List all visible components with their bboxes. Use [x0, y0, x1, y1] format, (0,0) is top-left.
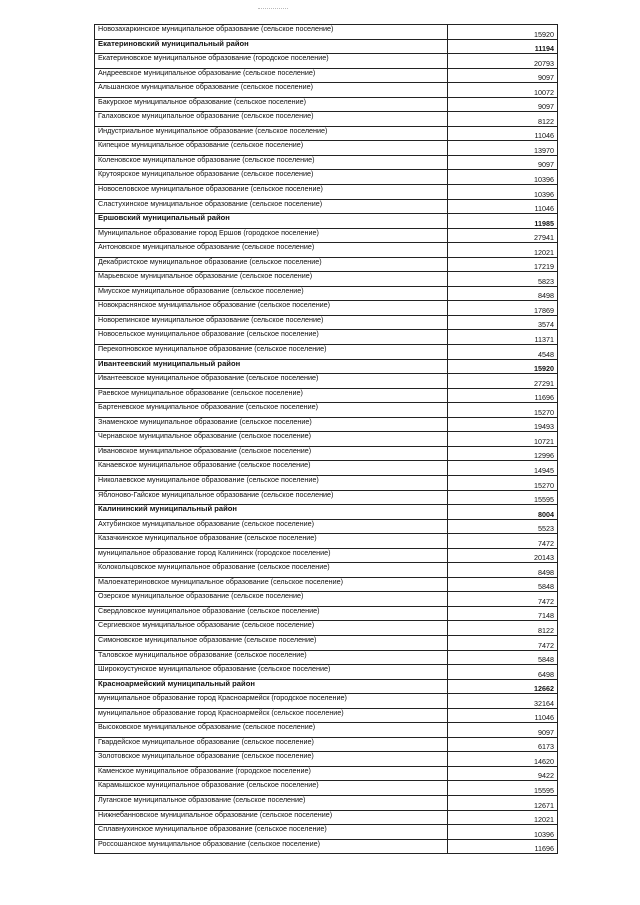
district-row: [95, 39, 558, 54]
municipality-name: Раевское муниципальное образование (сельское поселение): [95, 388, 448, 403]
municipality-name: муниципальное образование город Красноармейск (городское поселение): [95, 694, 448, 709]
table-row: [95, 461, 558, 476]
municipality-name: Озерское муниципальное образование (сельское поселение): [95, 592, 448, 607]
amount-cell: 7472: [448, 592, 558, 607]
district-row: [95, 214, 558, 229]
amount-cell: 4548: [448, 345, 558, 360]
amount-cell: 11046: [448, 199, 558, 214]
municipality-name: Антоновское муниципальное образование (сельское поселение): [95, 243, 448, 258]
amount-cell: 15920: [448, 359, 558, 374]
amount-cell: 32164: [448, 694, 558, 709]
amount-cell: 20793: [448, 54, 558, 69]
municipality-name: Канаевское муниципальное образование (сельское поселение): [95, 461, 448, 476]
municipality-name: Ивантеевское муниципальное образование (сельское поселение): [95, 374, 448, 389]
district-name: Калининский муниципальный район: [95, 505, 448, 520]
table-row: [95, 286, 558, 301]
municipality-name: Чернавское муниципальное образование (сельское поселение): [95, 432, 448, 447]
table-row: [95, 810, 558, 825]
amount-cell: 14945: [448, 461, 558, 476]
municipality-name: Новозахаркинское муниципальное образование (сельское поселение): [95, 25, 448, 40]
amount-cell: 9097: [448, 68, 558, 83]
table-row: [95, 25, 558, 40]
municipality-name: Миусское муниципальное образование (сельское поселение): [95, 286, 448, 301]
table-row: [95, 737, 558, 752]
table-row: [95, 432, 558, 447]
municipality-name: Колокольцовское муниципальное образование (сельское поселение): [95, 563, 448, 578]
amount-cell: 15270: [448, 403, 558, 418]
municipality-name: Бартеневское муниципальное образование (сельское поселение): [95, 403, 448, 418]
table-row: [95, 417, 558, 432]
municipality-name: Карамышское муниципальное образование (сельское поселение): [95, 781, 448, 796]
amount-cell: 12021: [448, 243, 558, 258]
amount-cell: 9422: [448, 766, 558, 781]
municipality-name: Малоекатериновское муниципальное образование (сельское поселение): [95, 577, 448, 592]
table-row: [95, 315, 558, 330]
amount-cell: 6498: [448, 665, 558, 680]
municipality-name: Свердловское муниципальное образование (сельское поселение): [95, 606, 448, 621]
table-row: [95, 694, 558, 709]
amount-cell: 27941: [448, 228, 558, 243]
amount-cell: 5523: [448, 519, 558, 534]
table-row: [95, 795, 558, 810]
table-row: [95, 374, 558, 389]
municipality-name: Ахтубинское муниципальное образование (сельское поселение): [95, 519, 448, 534]
municipality-name: Каменское муниципальное образование (городское поселение): [95, 766, 448, 781]
table-row: [95, 650, 558, 665]
amount-cell: 11046: [448, 708, 558, 723]
amount-cell: 11371: [448, 330, 558, 345]
district-name: Ивантеевский муниципальный район: [95, 359, 448, 374]
table-row: [95, 475, 558, 490]
municipality-name: Гвардейское муниципальное образование (сельское поселение): [95, 737, 448, 752]
amount-cell: 11696: [448, 839, 558, 854]
municipality-name: Галаховское муниципальное образование (сельское поселение): [95, 112, 448, 127]
amount-cell: 7472: [448, 534, 558, 549]
municipality-name: Декабристское муниципальное образование (сельское поселение): [95, 257, 448, 272]
amount-cell: 10396: [448, 825, 558, 840]
municipality-name: Нижнебанновское муниципальное образование (сельское поселение): [95, 810, 448, 825]
amount-cell: 17869: [448, 301, 558, 316]
municipality-name: Высоковское муниципальное образование (сельское поселение): [95, 723, 448, 738]
table-row: [95, 839, 558, 854]
amount-cell: 11696: [448, 388, 558, 403]
amount-cell: 12662: [448, 679, 558, 694]
amount-cell: 10396: [448, 185, 558, 200]
table-row: [95, 83, 558, 98]
table-row: [95, 272, 558, 287]
amount-cell: 11194: [448, 39, 558, 54]
amount-cell: 5823: [448, 272, 558, 287]
municipality-name: Сергиевское муниципальное образование (сельское поселение): [95, 621, 448, 636]
table-row: [95, 257, 558, 272]
amount-cell: 20143: [448, 548, 558, 563]
district-name: Красноармейский муниципальный район: [95, 679, 448, 694]
municipality-name: Яблоново-Гайское муниципальное образование (сельское поселение): [95, 490, 448, 505]
amount-cell: 12671: [448, 795, 558, 810]
table-row: [95, 97, 558, 112]
table-row: [95, 301, 558, 316]
amount-cell: 10396: [448, 170, 558, 185]
municipality-name: Россошанское муниципальное образование (сельское поселение): [95, 839, 448, 854]
municipal-table: [94, 24, 558, 854]
municipality-name: Симоновское муниципальное образование (сельское поселение): [95, 635, 448, 650]
table-row: [95, 781, 558, 796]
table-row: [95, 141, 558, 156]
district-name: Екатериновский муниципальный район: [95, 39, 448, 54]
table-row: [95, 708, 558, 723]
amount-cell: 8498: [448, 563, 558, 578]
amount-cell: 15595: [448, 490, 558, 505]
amount-cell: 15920: [448, 25, 558, 40]
municipality-name: Андреевское муниципальное образование (сельское поселение): [95, 68, 448, 83]
municipality-name: Знаменское муниципальное образование (сельское поселение): [95, 417, 448, 432]
municipality-name: Бакурское муниципальное образование (сельское поселение): [95, 97, 448, 112]
amount-cell: 8498: [448, 286, 558, 301]
municipality-name: Коленовское муниципальное образование (сельское поселение): [95, 155, 448, 170]
municipality-name: Казачкинское муниципальное образование (сельское поселение): [95, 534, 448, 549]
amount-cell: 8122: [448, 112, 558, 127]
table-row: [95, 155, 558, 170]
amount-cell: 12021: [448, 810, 558, 825]
table-row: [95, 243, 558, 258]
table-row: [95, 752, 558, 767]
amount-cell: 5848: [448, 577, 558, 592]
district-row: [95, 505, 558, 520]
table-row: [95, 170, 558, 185]
table-row: [95, 825, 558, 840]
table-row: [95, 592, 558, 607]
table-row: [95, 54, 558, 69]
amount-cell: 10721: [448, 432, 558, 447]
amount-cell: 9097: [448, 155, 558, 170]
amount-cell: 27291: [448, 374, 558, 389]
table-row: [95, 766, 558, 781]
municipality-name: Индустриальное муниципальное образование (сельское поселение): [95, 126, 448, 141]
table-row: [95, 606, 558, 621]
district-row: [95, 679, 558, 694]
amount-cell: 17219: [448, 257, 558, 272]
amount-cell: 7148: [448, 606, 558, 621]
table-row: [95, 723, 558, 738]
table-row: [95, 534, 558, 549]
municipality-name: Ивановское муниципальное образование (сельское поселение): [95, 446, 448, 461]
amount-cell: 13970: [448, 141, 558, 156]
amount-cell: 10072: [448, 83, 558, 98]
table-row: [95, 199, 558, 214]
municipality-name: Широкоустунское муниципальное образование (сельское поселение): [95, 665, 448, 680]
municipality-name: Муниципальное образование город Ершов (городское поселение): [95, 228, 448, 243]
amount-cell: 9097: [448, 97, 558, 112]
table-row: [95, 519, 558, 534]
amount-cell: 8004: [448, 505, 558, 520]
table-row: [95, 112, 558, 127]
amount-cell: 9097: [448, 723, 558, 738]
amount-cell: 11046: [448, 126, 558, 141]
table-row: [95, 621, 558, 636]
municipality-name: муниципальное образование город Калининск (городское поселение): [95, 548, 448, 563]
amount-cell: 3574: [448, 315, 558, 330]
table-row: [95, 446, 558, 461]
municipality-name: Николаевское муниципальное образование (сельское поселение): [95, 475, 448, 490]
amount-cell: 19493: [448, 417, 558, 432]
table-row: [95, 577, 558, 592]
table-row: [95, 563, 558, 578]
municipality-name: Крутоярское муниципальное образование (сельское поселение): [95, 170, 448, 185]
table-row: [95, 490, 558, 505]
amount-cell: 8122: [448, 621, 558, 636]
amount-cell: 7472: [448, 635, 558, 650]
table-row: [95, 68, 558, 83]
amount-cell: 5848: [448, 650, 558, 665]
amount-cell: 6173: [448, 737, 558, 752]
table-row: [95, 228, 558, 243]
district-name: Ершовский муниципальный район: [95, 214, 448, 229]
municipality-name: муниципальное образование город Красноармейск (сельское поселение): [95, 708, 448, 723]
amount-cell: 12996: [448, 446, 558, 461]
municipality-name: Кипецкое муниципальное образование (сельское поселение): [95, 141, 448, 156]
municipality-name: Марьевское муниципальное образование (сельское поселение): [95, 272, 448, 287]
municipality-name: Сластухинское муниципальное образование (сельское поселение): [95, 199, 448, 214]
municipality-name: Новосельское муниципальное образование (сельское поселение): [95, 330, 448, 345]
table-row: [95, 330, 558, 345]
table-row: [95, 403, 558, 418]
district-row: [95, 359, 558, 374]
table-row: [95, 548, 558, 563]
municipality-name: Сплавнухинское муниципальное образование (сельское поселение): [95, 825, 448, 840]
table-row: [95, 345, 558, 360]
table-body: [95, 25, 558, 854]
municipality-name: Новокраснянское муниципальное образование (сельское поселение): [95, 301, 448, 316]
table-row: [95, 185, 558, 200]
municipality-name: Новорепинское муниципальное образование (сельское поселение): [95, 315, 448, 330]
municipality-name: Перекопновское муниципальное образование (сельское поселение): [95, 345, 448, 360]
table-row: [95, 126, 558, 141]
amount-cell: 15270: [448, 475, 558, 490]
table-row: [95, 388, 558, 403]
table-row: [95, 665, 558, 680]
amount-cell: 14620: [448, 752, 558, 767]
scan-mark: [258, 8, 288, 15]
amount-cell: 15595: [448, 781, 558, 796]
amount-cell: 11985: [448, 214, 558, 229]
municipality-name: Таловское муниципальное образование (сельское поселение): [95, 650, 448, 665]
table-row: [95, 635, 558, 650]
municipality-name: Альшанское муниципальное образование (сельское поселение): [95, 83, 448, 98]
municipality-name: Екатериновское муниципальное образование (городское поселение): [95, 54, 448, 69]
municipality-name: Золотовское муниципальное образование (сельское поселение): [95, 752, 448, 767]
municipality-name: Новоселовское муниципальное образование (сельское поселение): [95, 185, 448, 200]
municipality-name: Луганское муниципальное образование (сельское поселение): [95, 795, 448, 810]
